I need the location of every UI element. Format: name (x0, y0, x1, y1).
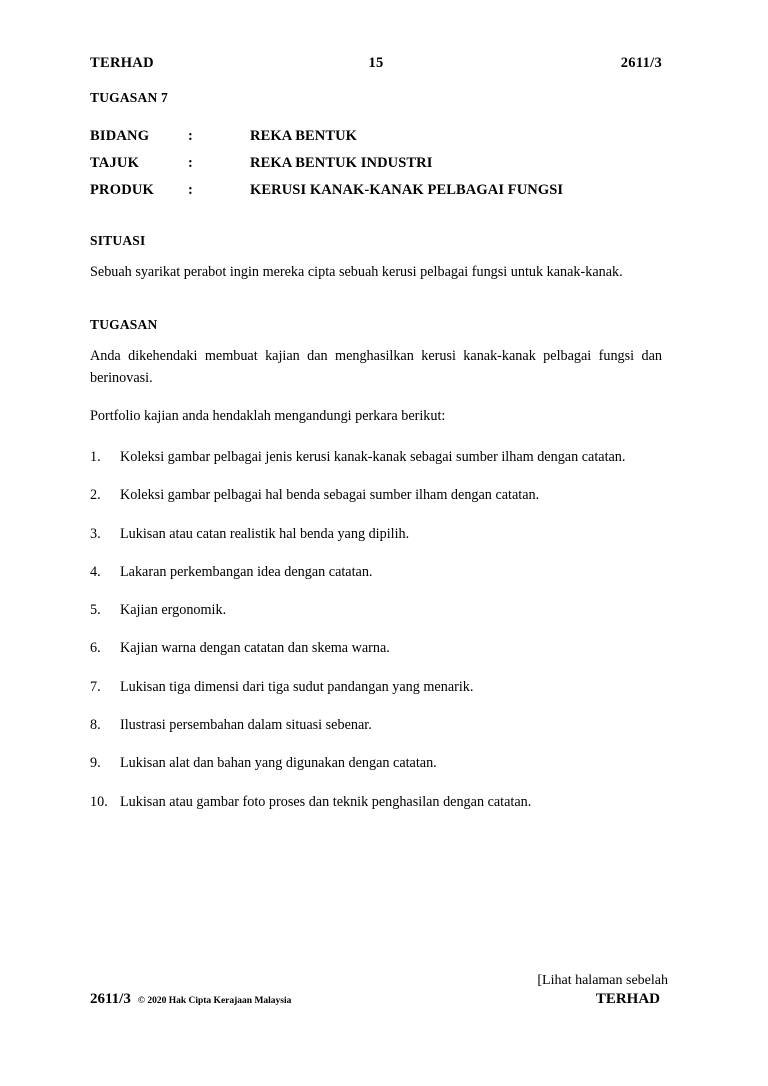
meta-value: REKA BENTUK (250, 128, 358, 144)
meta-colon: : (188, 128, 193, 144)
list-item-number: 9. (90, 755, 101, 772)
tugasan-intro: Anda dikehendaki membuat kajian dan menghasilkan kerusi kanak-kanak pelbagai fungsi dan berinovasi. (90, 348, 662, 386)
list-item (90, 562, 662, 583)
header-page-number: 15 (368, 55, 384, 71)
meta-table (90, 128, 662, 199)
page-header (90, 55, 662, 72)
list-item (90, 447, 662, 468)
meta-row (90, 182, 662, 199)
list-item-number: 2. (90, 487, 101, 504)
footer-classification: TERHAD (595, 991, 660, 1007)
situasi-title: SITUASI (90, 233, 146, 248)
list-item-number: 8. (90, 717, 101, 734)
meta-value: REKA BENTUK INDUSTRI (250, 155, 433, 171)
list-item-number: 10. (90, 793, 108, 810)
list-item-text: Koleksi gambar pelbagai jenis kerusi kanak-kanak sebagai sumber ilham dengan catatan. (120, 449, 626, 465)
footer-bottom-row (90, 991, 668, 1008)
list-item-number: 4. (90, 563, 101, 580)
header-classification: TERHAD (90, 55, 154, 71)
page-footer (90, 973, 668, 1008)
list-item (90, 715, 662, 736)
meta-value: KERUSI KANAK-KANAK PELBAGAI FUNGSI (250, 182, 564, 198)
meta-key: TAJUK (90, 155, 140, 171)
list-item-text: Lakaran perkembangan idea dengan catatan. (120, 563, 373, 580)
list-item (90, 600, 662, 621)
list-item-text: Koleksi gambar pelbagai hal benda sebagai sumber ilham dengan catatan. (120, 487, 540, 504)
meta-colon: : (188, 182, 193, 198)
tugasan-title: TUGASAN (90, 317, 158, 332)
tugasan-list (90, 447, 662, 813)
list-item-number: 3. (90, 525, 101, 542)
task-label: TUGASAN 7 (90, 90, 168, 105)
footer-continuation-note: [Lihat halaman sebelah (537, 973, 668, 988)
list-item-text: Lukisan tiga dimensi dari tiga sudut pandangan yang menarik. (120, 678, 474, 695)
list-item-number: 7. (90, 678, 101, 695)
list-item-text: Lukisan alat dan bahan yang digunakan dengan catatan. (120, 755, 437, 772)
meta-row (90, 128, 662, 145)
list-item (90, 677, 662, 698)
list-item-text: Ilustrasi persembahan dalam situasi sebenar. (120, 717, 372, 734)
list-item (90, 524, 662, 545)
list-item-text: Kajian warna dengan catatan dan skema warna. (120, 640, 390, 657)
situasi-text: Sebuah syarikat perabot ingin mereka cipta sebuah kerusi pelbagai fungsi untuk kanak-kanak. (90, 264, 623, 280)
header-paper-code: 2611/3 (620, 55, 662, 71)
list-item-number: 5. (90, 602, 101, 619)
list-item (90, 792, 662, 813)
footer-left-group (90, 991, 291, 1008)
list-item-text: Kajian ergonomik. (120, 602, 227, 619)
footer-copyright: © 2020 Hak Cipta Kerajaan Malaysia (137, 996, 292, 1006)
footer-paper-code: 2611/3 (90, 991, 131, 1007)
meta-colon: : (188, 155, 193, 171)
list-item (90, 753, 662, 774)
list-item-number: 1. (90, 449, 101, 465)
list-item (90, 638, 662, 659)
list-item-text: Lukisan atau gambar foto proses dan teknik penghasilan dengan catatan. (120, 793, 532, 810)
list-item (90, 485, 662, 506)
meta-row (90, 155, 662, 172)
meta-key: BIDANG (90, 128, 150, 144)
tugasan-lead: Portfolio kajian anda hendaklah mengandungi perkara berikut: (90, 408, 446, 424)
list-item-text: Lukisan atau catan realistik hal benda yang dipilih. (120, 525, 410, 542)
meta-key: PRODUK (90, 182, 155, 198)
page-content (90, 55, 662, 830)
list-item-number: 6. (90, 640, 101, 657)
